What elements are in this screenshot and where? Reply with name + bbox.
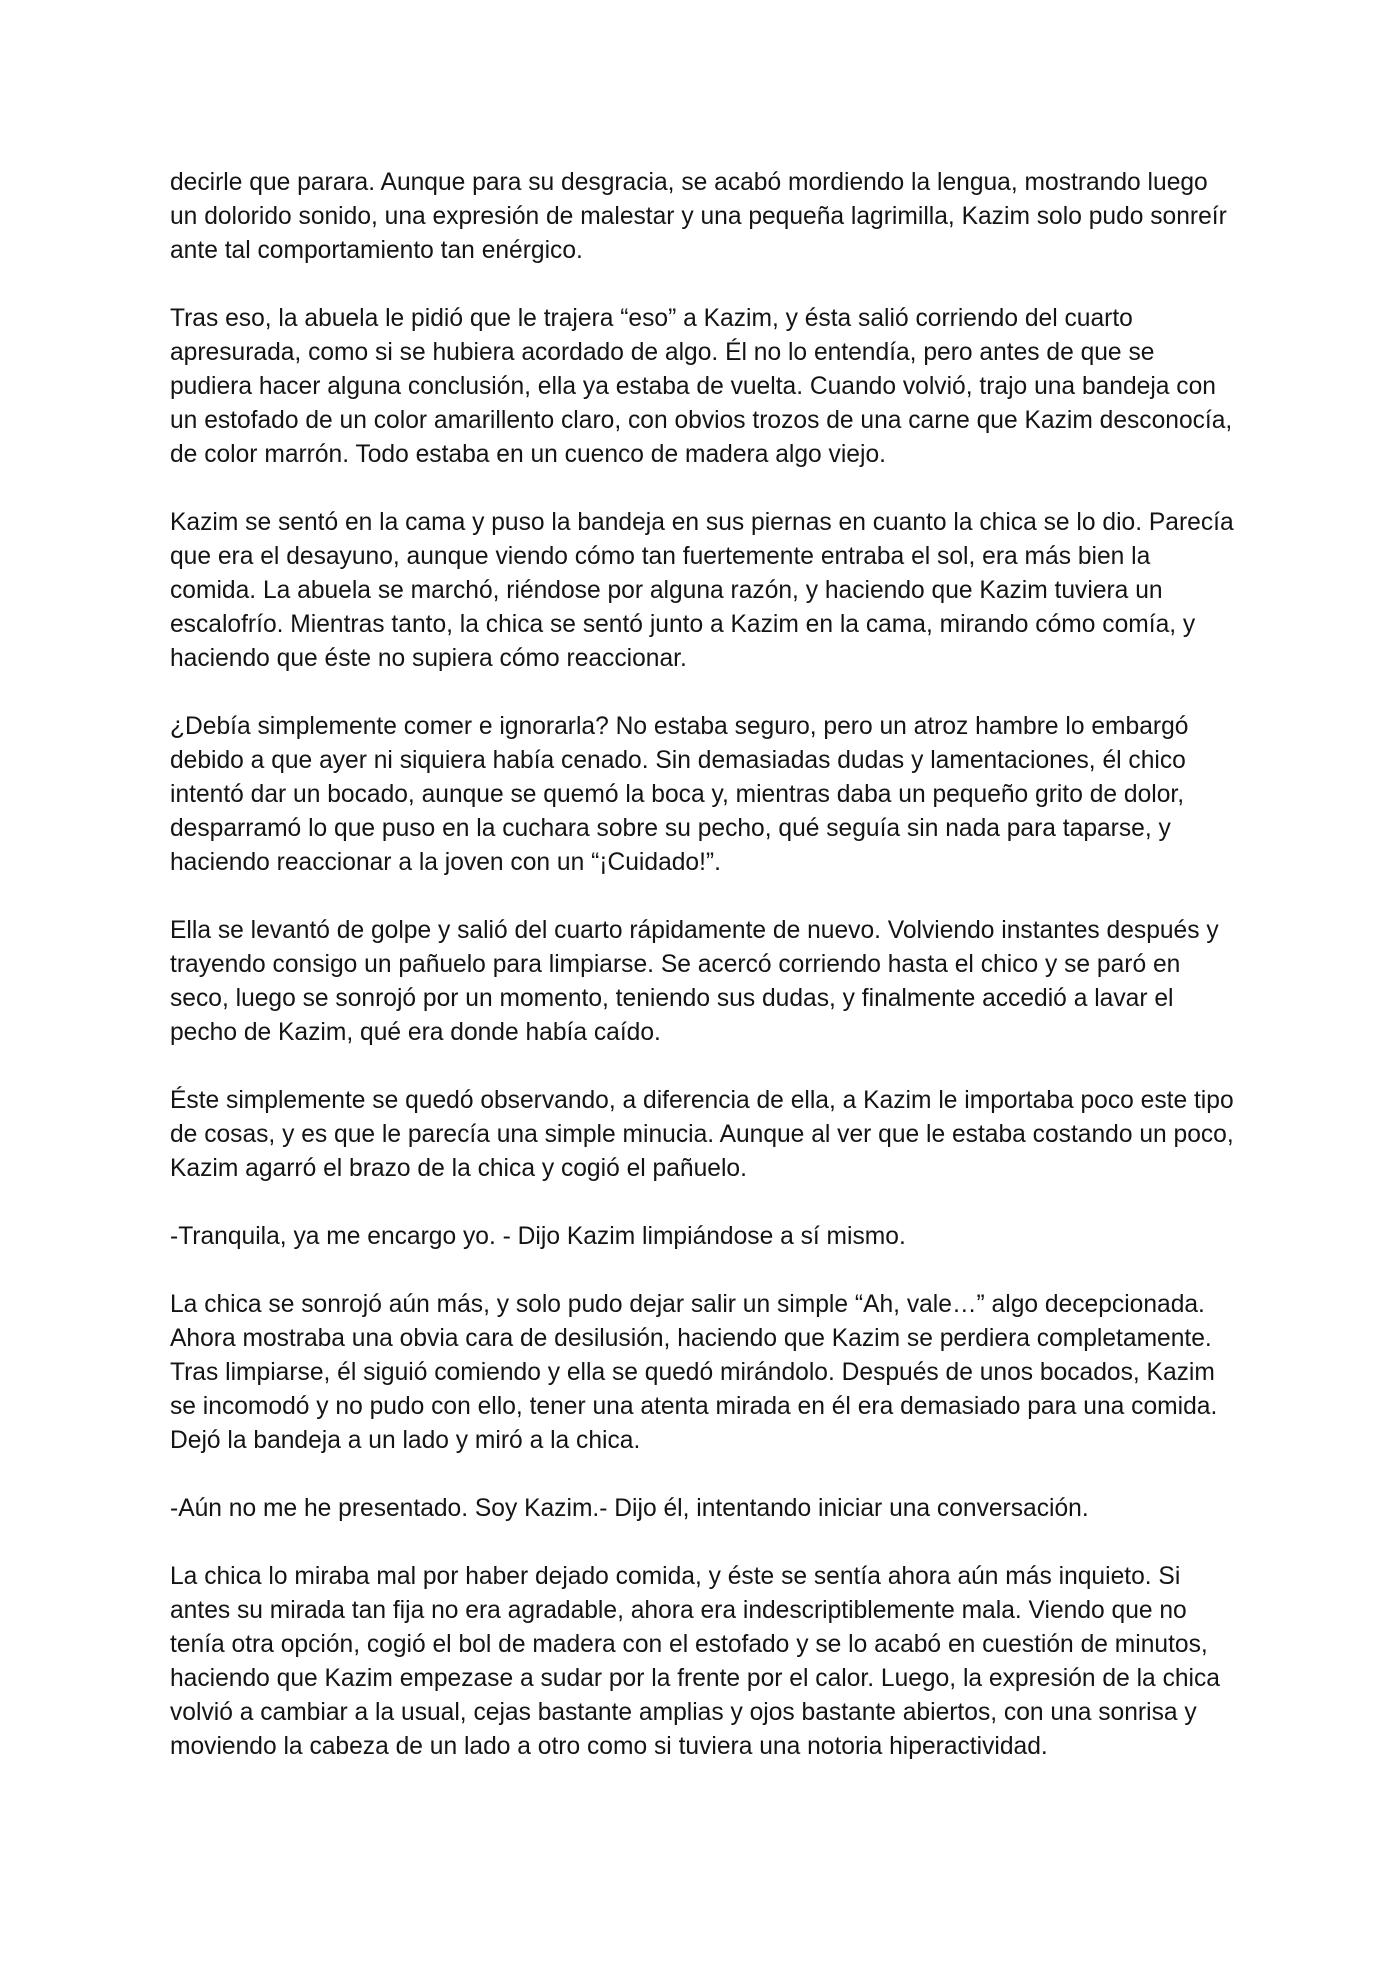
- paragraph: Tras eso, la abuela le pidió que le trajera “eso” a Kazim, y ésta salió corriendo del cuarto apresurada, como si se hubiera acordado de algo. Él no lo entendía, pero antes de que se pudiera hacer alguna conclusión, ella ya estaba de vuelta. Cuando volvió, trajo una bandeja con un estofado de un color amarillento claro, con obvios trozos de una carne que Kazim desconocía, de color marrón. Todo estaba en un cuenco de madera algo viejo.: [170, 305, 1233, 468]
- body-text: [170, 166, 1240, 1764]
- paragraph: ¿Debía simplemente comer e ignorarla? No estaba seguro, pero un atroz hambre lo embargó debido a que ayer ni siquiera había cenado. Sin demasiadas dudas y lamentaciones, él chico intentó dar un bocado, aunque se quemó la boca y, mientras daba un pequeño grito de dolor, desparramó lo que puso en la cuchara sobre su pecho, qué seguía sin nada para taparse, y haciendo reaccionar a la joven con un “¡Cuidado!”.: [170, 713, 1189, 876]
- paragraph: Kazim se sentó en la cama y puso la bandeja en sus piernas en cuanto la chica se lo dio. Parecía que era el desayuno, aunque viendo cómo tan fuertemente entraba el sol, era más bien la comida. La abuela se marchó, riéndose por alguna razón, y haciendo que Kazim tuviera un escalofrío. Mientras tanto, la chica se sentó junto a Kazim en la cama, mirando cómo comía, y haciendo que éste no supiera cómo reaccionar.: [170, 509, 1234, 672]
- paragraph: decirle que parara. Aunque para su desgracia, se acabó mordiendo la lengua, mostrando luego un dolorido sonido, una expresión de malestar y una pequeña lagrimilla, Kazim solo pudo sonreír ante tal comportamiento tan enérgico.: [170, 169, 1227, 264]
- paragraph: Éste simplemente se quedó observando, a diferencia de ella, a Kazim le importaba poco este tipo de cosas, y es que le parecía una simple minucia. Aunque al ver que le estaba costando un poco, Kazim agarró el brazo de la chica y cogió el pañuelo.: [170, 1087, 1234, 1182]
- paragraph: La chica lo miraba mal por haber dejado comida, y éste se sentía ahora aún más inquieto. Si antes su mirada tan fija no era agradable, ahora era indescriptiblemente mala. Viendo que no tenía otra opción, cogió el bol de madera con el estofado y se lo acabó en cuestión de minutos, haciendo que Kazim empezase a sudar por la frente por el calor. Luego, la expresión de la chica volvió a cambiar a la usual, cejas bastante amplias y ojos bastante abiertos, con una sonrisa y moviendo la cabeza de un lado a otro como si tuviera una notoria hiperactividad.: [170, 1563, 1220, 1760]
- paragraph: Ella se levantó de golpe y salió del cuarto rápidamente de nuevo. Volviendo instantes después y trayendo consigo un pañuelo para limpiarse. Se acercó corriendo hasta el chico y se paró en seco, luego se sonrojó por un momento, teniendo sus dudas, y finalmente accedió a lavar el pecho de Kazim, qué era donde había caído.: [170, 917, 1219, 1046]
- dialogue-line: -Tranquila, ya me encargo yo. - Dijo Kazim limpiándose a sí mismo.: [170, 1223, 906, 1250]
- paragraph: La chica se sonrojó aún más, y solo pudo dejar salir un simple “Ah, vale…” algo decepcionada. Ahora mostraba una obvia cara de desilusión, haciendo que Kazim se perdiera completamente. Tras limpiarse, él siguió comiendo y ella se quedó mirándolo. Después de unos bocados, Kazim se incomodó y no pudo con ello, tener una atenta mirada en él era demasiado para una comida. Dejó la bandeja a un lado y miró a la chica.: [170, 1291, 1218, 1454]
- dialogue-line: -Aún no me he presentado. Soy Kazim.- Dijo él, intentando iniciar una conversación.: [170, 1495, 1089, 1522]
